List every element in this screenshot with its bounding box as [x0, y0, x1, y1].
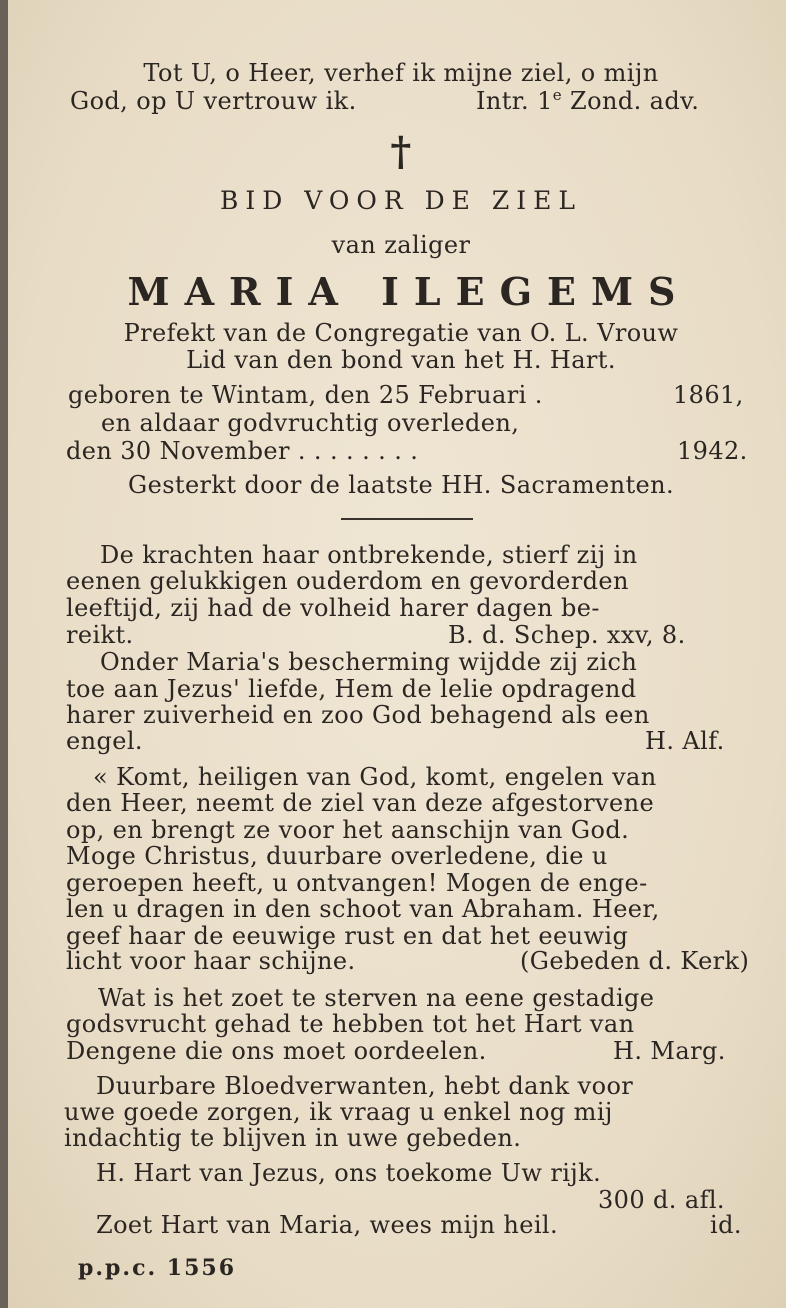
- pray-heading: BID VOOR DE ZIEL: [220, 186, 582, 215]
- p3-line-3: op, en brengt ze voor het aanschijn van God.: [66, 816, 630, 844]
- p3-line-6: len u dragen in den schoot van Abraham. Heer,: [66, 895, 660, 923]
- p4-citation: H. Marg.: [613, 1037, 726, 1065]
- divider: [341, 518, 473, 520]
- ejaculation-1: H. Hart van Jezus, ons toekome Uw rijk.: [96, 1159, 602, 1187]
- role-line-1: Prefekt van de Congregatie van O. L. Vrouw: [123, 319, 679, 347]
- indulgence-1: 300 d. afl.: [598, 1186, 725, 1214]
- death-line-1: en aldaar godvruchtig overleden,: [101, 409, 520, 437]
- p3-line-5: geroepen heeft, u ontvangen! Mogen de enge-: [66, 869, 648, 897]
- indulgence-2: id.: [710, 1211, 742, 1239]
- p3-line-1: « Komt, heiligen van God, komt, engelen van: [93, 763, 657, 791]
- p2-citation: H. Alf.: [645, 727, 725, 755]
- p5-line-3: indachtig te blijven in uwe gebeden.: [64, 1124, 522, 1152]
- p1-line-1: De krachten haar ontbrekende, stierf zij in: [100, 541, 638, 569]
- cross-icon: †: [390, 128, 412, 175]
- p4-line-2: godsvrucht gehad te hebben tot het Hart van: [66, 1010, 635, 1038]
- p3-end-text: licht voor haar schijne.: [66, 947, 356, 975]
- birth-year: 1861,: [673, 381, 744, 409]
- deceased-name: MARIA ILEGEMS: [127, 269, 691, 314]
- p2-line-3: harer zuiverheid en zoo God behagend als een: [66, 701, 650, 729]
- intro-line-1: Tot U, o Heer, verhef ik mijne ziel, o mijn: [143, 59, 659, 87]
- p3-line-7: geef haar de eeuwige rust en dat het eeuwig: [66, 922, 629, 950]
- sacraments-line: Gesterkt door de laatste HH. Sacramenten.: [128, 471, 674, 499]
- ejaculation-2: Zoet Hart van Maria, wees mijn heil.: [96, 1211, 559, 1239]
- role-line-2: Lid van den bond van het H. Hart.: [186, 346, 616, 374]
- printer-code: p.p.c. 1556: [78, 1255, 237, 1281]
- p2-line-2: toe aan Jezus' liefde, Hem de lelie opdragend: [66, 675, 637, 703]
- van-zaliger: van zaliger: [331, 231, 471, 259]
- intro-text: God, op U vertrouw ik.: [70, 87, 357, 115]
- death-year: 1942.: [677, 437, 748, 465]
- p4-end-text: Dengene die ons moet oordeelen.: [66, 1037, 487, 1065]
- death-text: den 30 November . . . . . . . .: [66, 437, 419, 465]
- p5-line-2: uwe goede zorgen, ik vraag u enkel nog mij: [64, 1098, 613, 1126]
- p1-citation: B. d. Schep. xxv, 8.: [448, 621, 686, 649]
- intro-reference: [476, 86, 699, 116]
- p3-line-4: Moge Christus, duurbare overledene, die u: [66, 842, 608, 870]
- p2-end-text: engel.: [66, 727, 143, 755]
- p1-end-text: reikt.: [66, 621, 134, 649]
- birth-text: geboren te Wintam, den 25 Februari .: [68, 381, 543, 409]
- p4-line-1: Wat is het zoet te sterven na eene gestadige: [98, 984, 655, 1012]
- intro-ref-prefix: Intr. 1: [476, 87, 553, 115]
- p3-line-2: den Heer, neemt de ziel van deze afgestorvene: [66, 789, 655, 817]
- p1-line-2: eenen gelukkigen ouderdom en gevorderden: [66, 567, 629, 595]
- p5-line-1: Duurbare Bloedverwanten, hebt dank voor: [96, 1072, 634, 1100]
- intro-ref-suffix: Zond. adv.: [562, 87, 700, 115]
- intro-ref-sup: e: [552, 86, 563, 104]
- p2-line-1: Onder Maria's bescherming wijdde zij zich: [100, 648, 638, 676]
- p1-line-3: leeftijd, zij had de volheid harer dagen be-: [66, 594, 600, 622]
- p3-citation: (Gebeden d. Kerk): [520, 947, 750, 975]
